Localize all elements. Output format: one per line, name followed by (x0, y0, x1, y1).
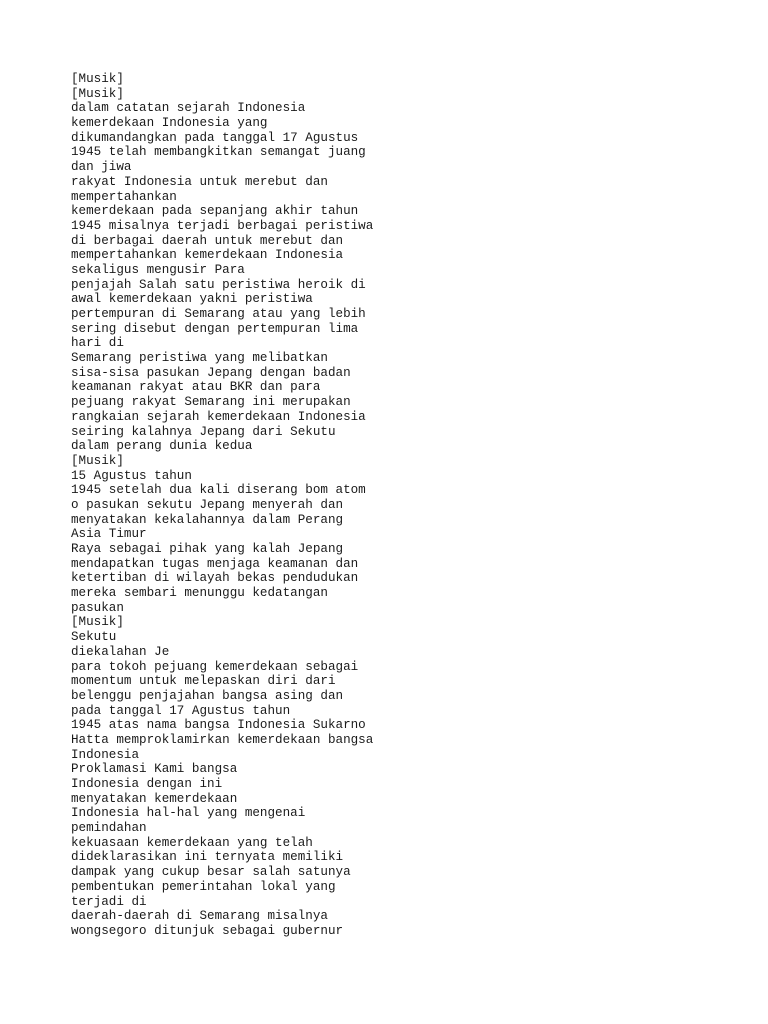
transcript-line: dideklarasikan ini ternyata memiliki (71, 850, 344, 865)
transcript-line: menyatakan kemerdekaan (71, 791, 238, 806)
transcript-line: pejuang rakyat Semarang ini merupakan (71, 395, 351, 410)
transcript-line: mempertahankan kemerdekaan Indonesia (71, 248, 344, 263)
transcript-line: o pasukan sekutu Jepang menyerah dan (71, 497, 344, 512)
transcript-line: dampak yang cukup besar salah satunya (71, 865, 351, 880)
transcript-line: Proklamasi Kami bangsa (71, 762, 238, 777)
transcript-line: momentum untuk melepaskan diri dari (71, 674, 336, 689)
transcript-line: rakyat Indonesia untuk merebut dan (71, 174, 328, 189)
transcript-line: [Musik] (71, 86, 124, 101)
transcript-line: rangkaian sejarah kemerdekaan Indonesia (71, 409, 366, 424)
transcript-line: dalam perang dunia kedua (71, 439, 253, 454)
transcript-line: daerah-daerah di Semarang misalnya (71, 909, 328, 924)
transcript-line: kemerdekaan Indonesia yang (71, 116, 268, 131)
transcript-line: belenggu penjajahan bangsa asing dan (71, 688, 344, 703)
transcript-line: keamanan rakyat atau BKR dan para (71, 380, 321, 395)
transcript-line: Sekutu (71, 630, 117, 645)
transcript-line: pada tanggal 17 Agustus tahun (71, 703, 291, 718)
transcript-line: awal kemerdekaan yakni peristiwa (71, 292, 313, 307)
transcript-line: Indonesia (71, 747, 140, 762)
transcript-line: kekuasaan kemerdekaan yang telah (71, 835, 313, 850)
transcript-line: dalam catatan sejarah Indonesia (71, 101, 306, 116)
transcript-line: 15 Agustus tahun (71, 468, 192, 483)
transcript-line: penjajah Salah satu peristiwa heroik di (71, 277, 366, 292)
transcript-line: Indonesia dengan ini (71, 777, 223, 791)
transcript-line: dikumandangkan pada tanggal 17 Agustus (71, 130, 359, 145)
transcript-text (71, 72, 373, 939)
transcript-line: hari di (71, 336, 124, 351)
transcript-line: Indonesia hal-hal yang mengenai (71, 806, 306, 821)
transcript-line: Asia Timur (71, 527, 147, 542)
transcript-line: ketertiban di wilayah bekas pendudukan (71, 571, 359, 586)
transcript-line: pertempuran di Semarang atau yang lebih (71, 307, 366, 321)
transcript-line: para tokoh pejuang kemerdekaan sebagai (71, 659, 359, 674)
transcript-line: pasukan (71, 600, 124, 615)
transcript-line: menyatakan kekalahannya dalam Perang (71, 512, 344, 527)
transcript-line: [Musik] (71, 453, 124, 468)
transcript-line: sisa-sisa pasukan Jepang dengan badan (71, 365, 351, 380)
transcript-line: Raya sebagai pihak yang kalah Jepang (71, 542, 344, 556)
transcript-line: mendapatkan tugas menjaga keamanan dan (71, 556, 359, 571)
transcript-line: di berbagai daerah untuk merebut dan (71, 233, 344, 248)
transcript-line: Hatta memproklamirkan kemerdekaan bangsa (71, 732, 374, 747)
transcript-line: dan jiwa (71, 160, 132, 175)
transcript-line: pembentukan pemerintahan lokal yang (71, 879, 336, 894)
transcript-line: mempertahankan (71, 189, 177, 204)
transcript-line: pemindahan (71, 821, 147, 836)
transcript-line: kemerdekaan pada sepanjang akhir tahun (71, 204, 359, 219)
transcript-line: 1945 telah membangkitkan semangat juang (71, 145, 366, 160)
transcript-line: [Musik] (71, 615, 124, 630)
transcript-line: 1945 misalnya terjadi berbagai peristiwa (71, 218, 374, 233)
transcript-line: seiring kalahnya Jepang dari Sekutu (71, 424, 336, 439)
transcript-line: sekaligus mengusir Para (71, 262, 245, 277)
transcript-line: wongsegoro ditunjuk sebagai gubernur (71, 923, 344, 938)
transcript-line: 1945 atas nama bangsa Indonesia Sukarno (71, 718, 366, 733)
transcript-line: terjadi di (71, 894, 147, 909)
transcript-line: [Musik] (71, 72, 124, 86)
transcript-line: mereka sembari menunggu kedatangan (71, 586, 328, 601)
transcript-line: Semarang peristiwa yang melibatkan (71, 351, 328, 366)
transcript-line: 1945 setelah dua kali diserang bom atom (71, 483, 366, 498)
transcript-line: diekalahan Je (71, 644, 170, 659)
transcript-line: sering disebut dengan pertempuran lima (71, 321, 359, 336)
